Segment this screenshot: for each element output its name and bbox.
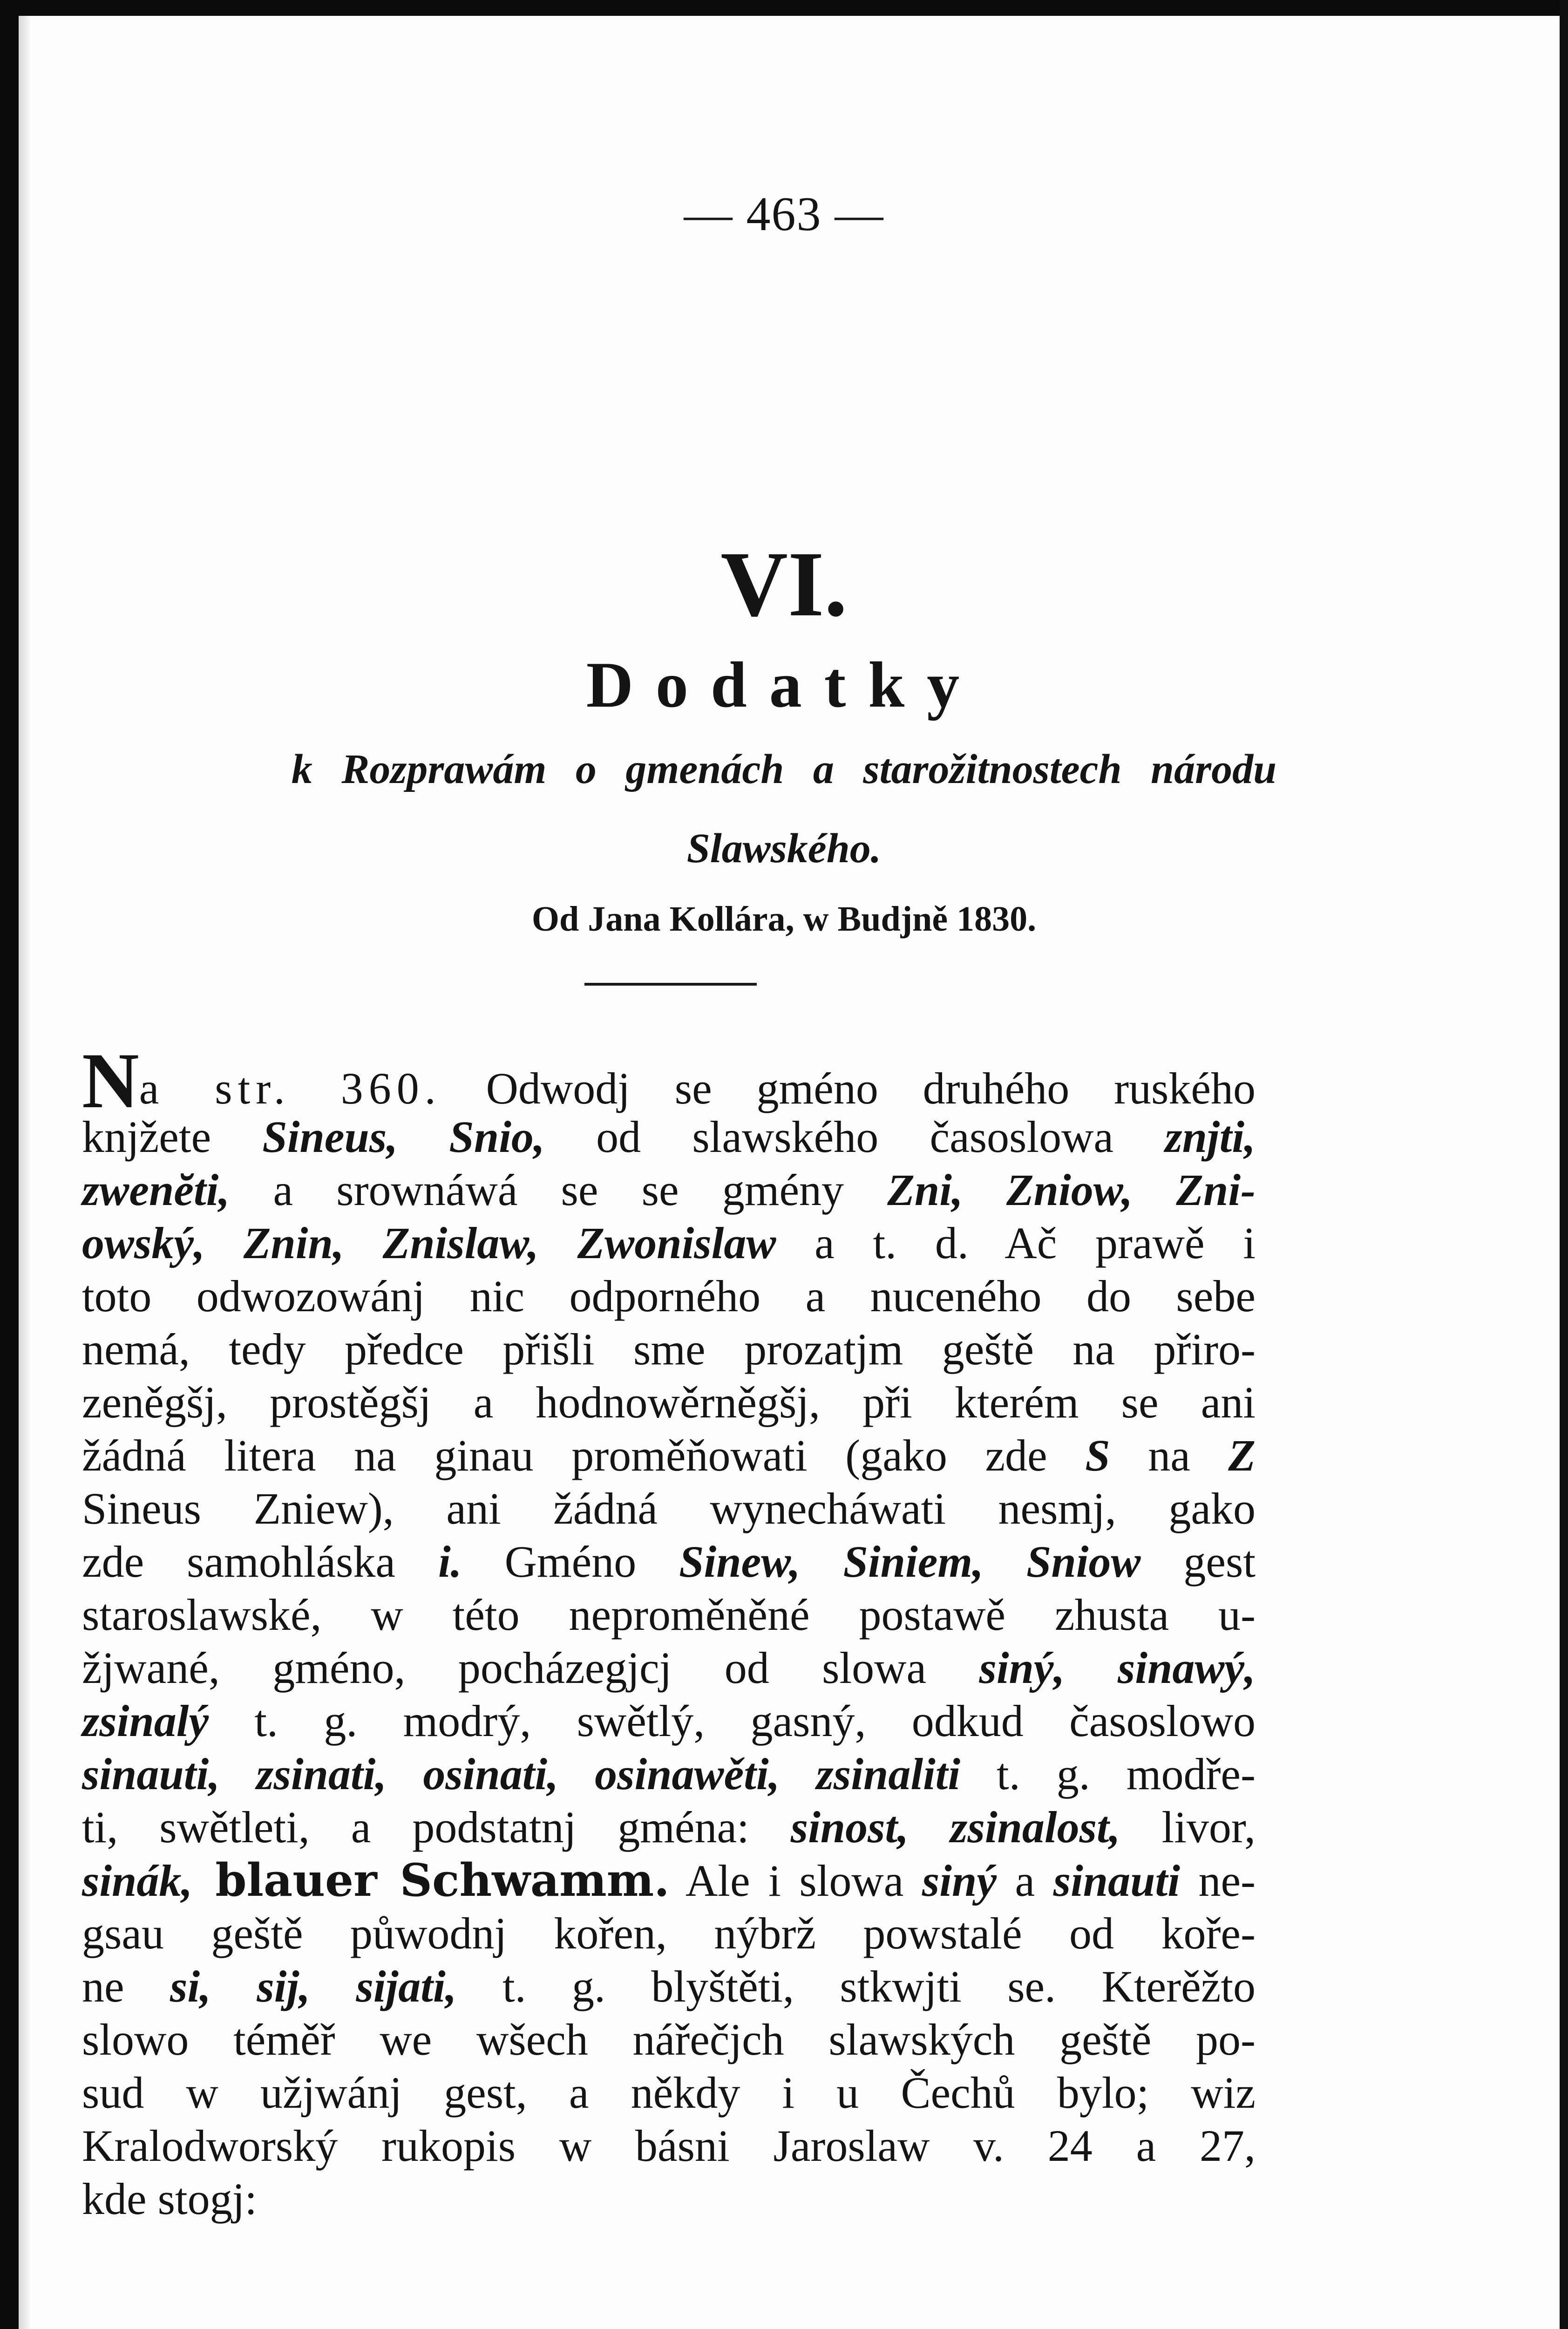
- section-number: VI.: [720, 533, 848, 636]
- body-line: Kralodworský rukopis w básni Jaroslaw v. 24 a 27,: [82, 2121, 1256, 2171]
- page-fold-shadow: [19, 16, 30, 2329]
- body-line: zeněgšj, prostěgšj a hodnowěrněgšj, při kterém se ani: [82, 1377, 1256, 1427]
- subtitle-line-2: Slawského.: [686, 825, 882, 872]
- body-line: sud w užjwánj gest, a někdy i u Čechů bylo; wiz: [82, 2068, 1256, 2118]
- body-line: gsau geště půwodnj kořen, nýbrž powstalé od koře-: [82, 1908, 1256, 1958]
- body-line: Sineus Zniew), ani žádná wynecháwati nesmj, gako: [82, 1484, 1256, 1533]
- body-line: žádná litera na ginau proměňowati (gako zde S na Z: [82, 1430, 1256, 1480]
- body-line: kde stogj:: [82, 2174, 257, 2224]
- body-line: toto odwozowánj nic odporného a nuceného do sebe: [82, 1271, 1256, 1321]
- body-line: nemá, tedy předce přišli sme prozatjm geště na přiro-: [82, 1324, 1256, 1374]
- subtitle-line-1: k Rozprawám o gmenách a starožitnostech národu: [291, 746, 1277, 792]
- body-line: zsinalý t. g. modrý, swětlý, gasný, odkud časoslowo: [82, 1696, 1256, 1746]
- body-line: zde samohláska i. Gméno Sinew, Siniem, Sniow gest: [82, 1537, 1256, 1587]
- section-divider-rule: [584, 983, 757, 986]
- scan-left-edge: [0, 0, 19, 2329]
- body-line: žjwané, gméno, pocházegjcj od slowa siný, sinawý,: [82, 1643, 1256, 1693]
- body-line: knjžete Sineus, Snio, od slawského časoslowa znjti,: [82, 1112, 1256, 1162]
- scan-right-edge: [1560, 0, 1568, 2329]
- page-number: — 463 —: [684, 187, 884, 241]
- body-line: sinauti, zsinati, osinati, osinawěti, zsinaliti t. g. modře-: [82, 1749, 1256, 1799]
- drop-cap: N: [82, 1037, 139, 1124]
- body-line: staroslawské, w této neproměněné postawě zhusta u-: [82, 1590, 1256, 1640]
- body-line: Na str. 360. Odwodj se gméno druhého ruského: [82, 1037, 1256, 1124]
- section-title: Dodatky: [586, 649, 982, 721]
- body-line: slowo téměř we wšech nářečjch slawských geště po-: [82, 2015, 1256, 2064]
- body-line: owský, Znin, Znislaw, Zwonislaw a t. d. Ač prawě i: [82, 1218, 1256, 1268]
- body-line: ti, swětleti, a podstatnj gména: sinost, zsinalost, livor,: [82, 1802, 1256, 1852]
- byline: Od Jana Kollára, w Budjně 1830.: [531, 899, 1037, 939]
- body-line: zwenĕti, a srownáwá se se gmény Zni, Zniow, Zni-: [82, 1165, 1256, 1215]
- body-line: sinák, blauer Schwamm. Ale i slowa siný a sinauti ne-: [82, 1854, 1256, 1907]
- body-paragraph: [82, 1037, 1256, 2226]
- body-line: ne si, sij, sijati, t. g. blyštěti, stkwjti se. Kterěžto: [82, 1961, 1256, 2011]
- scan-top-edge: [0, 0, 1568, 16]
